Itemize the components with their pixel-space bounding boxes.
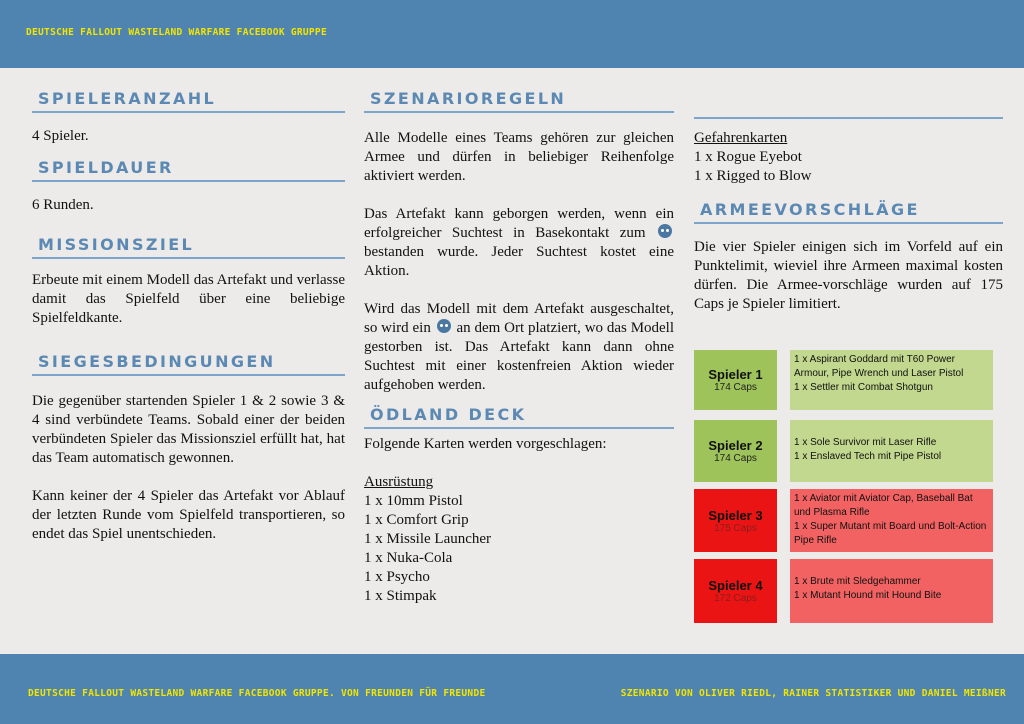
equipment-item: 1 x Psycho bbox=[364, 569, 430, 585]
army-unit: 1 x Enslaved Tech mit Pipe Pistol bbox=[794, 451, 942, 462]
army-unit: 1 x Aspirant Goddard mit T60 Power Armour, Pipe Wrench und Laser Pistol bbox=[794, 354, 964, 379]
players-text: 4 Spieler. bbox=[32, 128, 89, 144]
equipment-item: 1 x Stimpak bbox=[364, 588, 437, 604]
army-player-name: Spieler 3 bbox=[708, 507, 763, 523]
deck-heading: ÖDLAND DECK bbox=[364, 405, 674, 429]
equipment-item: 1 x 10mm Pistol bbox=[364, 493, 463, 509]
equipment-item: 1 x Comfort Grip bbox=[364, 512, 469, 528]
rules-text-1: Alle Modelle eines Teams gehören zur gleichen Armee und dürfen in beliebiger Reihenfolge aktiviert werden. bbox=[364, 130, 674, 184]
army-unit: 1 x Super Mutant mit Board und Bolt-Action Pipe Rifle bbox=[794, 521, 987, 546]
armies-text: Die vier Spieler einigen sich im Vorfeld auf ein Punktelimit, wieviel ihre Armeen maximal kosten dürfen. Die Armee-vorschläge wurden auf 175 Caps je Spieler limitiert. bbox=[694, 239, 1003, 312]
army-player-caps: 175 Caps bbox=[714, 522, 757, 534]
players-heading: SPIELERANZAHL bbox=[32, 89, 345, 113]
victory-text-2: Kann keiner der 4 Spieler das Artefakt vor Ablauf der letzten Runde vom Spielfeld transportieren, so endet das Spiel unentschieden. bbox=[32, 488, 345, 542]
army-player-name: Spieler 2 bbox=[708, 438, 763, 453]
army-unit: 1 x Settler mit Combat Shotgun bbox=[794, 382, 933, 393]
column-left bbox=[32, 89, 345, 544]
footer-right-text: SZENARIO VON OLIVER RIEDL, RAINER STATISTIKER UND DANIEL MEIßNER bbox=[620, 688, 1006, 699]
army-card-player-3 bbox=[694, 489, 993, 552]
army-player-caps: 174 Caps bbox=[714, 382, 757, 393]
army-units bbox=[790, 489, 993, 552]
army-card-player-4 bbox=[694, 559, 993, 623]
army-unit: 1 x Brute mit Sledgehammer bbox=[794, 576, 921, 587]
rules-text-2b: bestanden wurde. Jeder Suchtest kostet eine Aktion. bbox=[364, 244, 674, 279]
army-player-box bbox=[694, 559, 777, 623]
hazards-title: Gefahrenkarten bbox=[694, 130, 788, 146]
rules-text-3b: an dem Ort platziert, wo das Modell gestorben ist. Das Artefakt kann dann ohne Suchtest mit einer kostenfreien Aktion wieder aufgehoben werden. bbox=[364, 320, 675, 393]
mission-heading: MISSIONSZIEL bbox=[32, 235, 345, 259]
column-right bbox=[694, 117, 1003, 314]
army-units bbox=[790, 350, 993, 410]
header-band bbox=[0, 0, 1024, 68]
army-units bbox=[790, 420, 993, 482]
rules-heading: SZENARIOREGELN bbox=[364, 89, 674, 113]
army-player-caps: 172 Caps bbox=[714, 593, 757, 604]
army-player-name: Spieler 4 bbox=[708, 578, 763, 593]
army-player-box bbox=[694, 489, 777, 552]
army-card-player-2 bbox=[694, 420, 993, 482]
footer-left-text: DEUTSCHE FALLOUT WASTELAND WARFARE FACEBOOK GRUPPE. VON FREUNDEN FÜR FREUNDE bbox=[28, 688, 486, 699]
army-player-name: Spieler 1 bbox=[708, 367, 763, 382]
mission-text: Erbeute mit einem Modell das Artefakt und verlasse damit das Spielfeld über eine beliebige Spielfeldkante. bbox=[32, 272, 345, 326]
footer-band bbox=[0, 654, 1024, 724]
hazard-item: 1 x Rogue Eyebot bbox=[694, 149, 802, 165]
rules-text-2a: Das Artefakt kann geborgen werden, wenn ein erfolgreicher Suchtest in Basekontakt zum bbox=[364, 206, 674, 241]
rules-text-3a: Wird das Modell mit dem Artefakt ausgeschaltet, so wird ein bbox=[364, 301, 674, 336]
rules-text-3 bbox=[364, 300, 674, 395]
army-unit: 1 x Mutant Hound mit Hound Bite bbox=[794, 590, 942, 601]
army-player-box bbox=[694, 350, 777, 410]
army-units bbox=[790, 559, 993, 623]
deck-intro: Folgende Karten werden vorgeschlagen: bbox=[364, 436, 607, 452]
duration-heading: SPIELDAUER bbox=[32, 158, 345, 182]
rules-text-2 bbox=[364, 205, 674, 281]
equipment-item: 1 x Missile Launcher bbox=[364, 531, 492, 547]
victory-heading: SIEGESBEDINGUNGEN bbox=[32, 352, 345, 376]
army-player-box bbox=[694, 420, 777, 482]
army-unit: 1 x Aviator mit Aviator Cap, Baseball Bat und Plasma Rifle bbox=[794, 493, 973, 518]
equipment-title: Ausrüstung bbox=[364, 474, 434, 490]
section-divider bbox=[694, 117, 1003, 119]
header-title: DEUTSCHE FALLOUT WASTELAND WARFARE FACEBOOK GRUPPE bbox=[26, 27, 327, 38]
equipment-item: 1 x Nuka-Cola bbox=[364, 550, 453, 566]
hazard-item: 1 x Rigged to Blow bbox=[694, 168, 812, 184]
column-middle bbox=[364, 89, 674, 606]
dice-icon bbox=[658, 224, 672, 238]
army-unit: 1 x Sole Survivor mit Laser Rifle bbox=[794, 437, 937, 448]
army-card-player-1 bbox=[694, 350, 993, 410]
duration-text: 6 Runden. bbox=[32, 197, 94, 213]
victory-text-1: Die gegenüber startenden Spieler 1 & 2 sowie 3 & 4 sind verbündete Teams. Sobald einer der beiden verbündeten Spieler das Missionsziel erfüllt hat, hat das Team automatisch gewonnen. bbox=[32, 393, 345, 466]
dice-icon bbox=[437, 319, 451, 333]
army-player-caps: 174 Caps bbox=[714, 453, 757, 464]
armies-heading: ARMEEVORSCHLÄGE bbox=[694, 200, 1003, 224]
